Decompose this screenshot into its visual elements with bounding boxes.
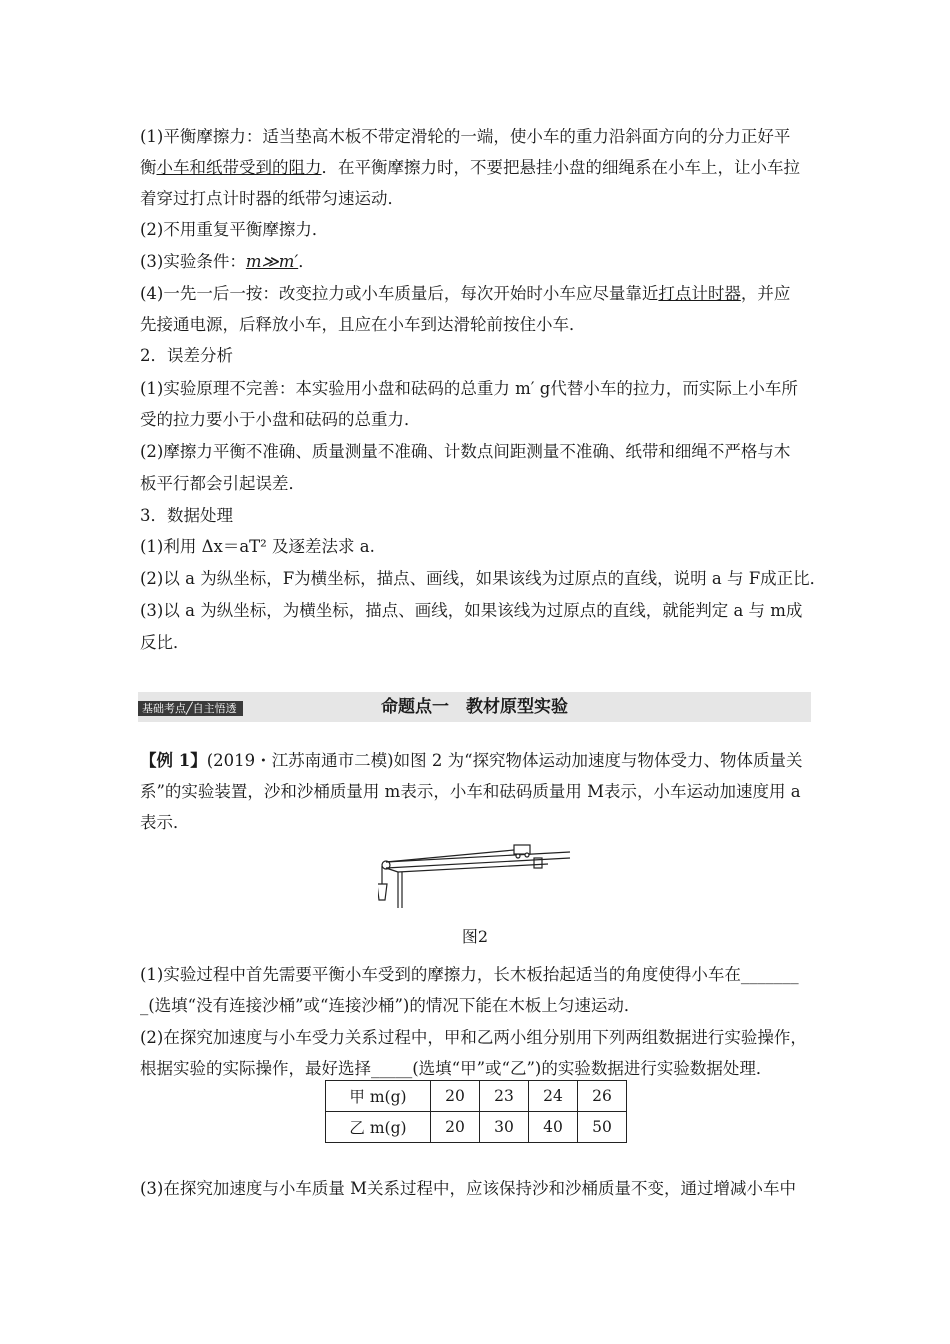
table-row	[326, 1081, 627, 1112]
example-line	[140, 812, 190, 834]
question-line	[140, 995, 640, 1017]
text: (1)实验过程中首先需要平衡小车受到的摩擦力，长木板抬起适当的角度使得小车在_______	[140, 965, 799, 984]
text-line	[140, 219, 328, 241]
text: _(选填“没有连接沙桶”或“连接沙桶”)的情况下能在木板上匀速运动．	[140, 996, 641, 1015]
table-cell: 26	[578, 1081, 627, 1112]
section-title: 命题点一 教材原型实验	[381, 697, 568, 717]
text: (4)一先一后一按：改变拉力或小车质量后，每次开始时小车应尽量靠近	[140, 284, 659, 303]
underlined-answer: 小车和纸带受到的阻力	[156, 158, 322, 177]
text: 板平行都会引起误差．	[140, 474, 305, 493]
data-table	[325, 1080, 627, 1143]
text-line	[140, 188, 404, 210]
text: 表示．	[140, 813, 190, 832]
row-label: 乙 m(g)	[326, 1112, 431, 1143]
question-line	[140, 1027, 807, 1049]
text: 2．误差分析	[140, 346, 233, 365]
heading	[140, 345, 233, 367]
text: (2)在探究加速度与小车受力关系过程中，甲和乙两小组分别用下列两组数据进行实验操作，	[140, 1028, 807, 1047]
heading	[140, 505, 233, 527]
text: (3)在探究加速度与小车质量 M关系过程中，应该保持沙和沙桶质量不变，通过增减小车中	[140, 1179, 797, 1198]
text-line	[140, 378, 798, 400]
figure-caption: 图2	[461, 927, 489, 946]
example-line	[140, 781, 801, 803]
table-cell: 20	[431, 1112, 480, 1143]
text: 衡	[140, 158, 157, 177]
text-line	[140, 441, 790, 463]
text-line	[140, 600, 802, 622]
board	[386, 852, 570, 908]
table-cell: 40	[529, 1112, 578, 1143]
text: (1)实验原理不完善：本实验用小盘和砝码的总重力 m′ g代替小车的拉力，而实际上小车所	[140, 379, 798, 398]
text-line	[140, 283, 790, 305]
table-cell: 24	[529, 1081, 578, 1112]
table-cell: 30	[480, 1112, 529, 1143]
underlined-answer: 打点计时器	[658, 284, 741, 303]
text: 着穿过打点计时器的纸带匀速运动．	[140, 189, 404, 208]
text: (2019・江苏南通市二模)如图 2 为“探究物体运动加速度与物体受力、物体质量关	[206, 751, 803, 770]
text-line	[140, 632, 190, 654]
table-row	[326, 1112, 627, 1143]
text-line	[140, 536, 375, 558]
table-cell: 20	[431, 1081, 480, 1112]
text-line	[140, 409, 421, 431]
text-line	[140, 251, 315, 273]
text-line	[140, 314, 586, 336]
table-cell: 50	[578, 1112, 627, 1143]
text: ．在平衡摩擦力时，不要把悬挂小盘的细绳系在小车上，让小车拉	[321, 158, 800, 177]
question-line	[140, 1178, 796, 1200]
text-line	[140, 473, 305, 495]
text: 系”的实验装置，沙和沙桶质量用 m表示，小车和砝码质量用 M表示，小车运动加速度用 a	[140, 782, 801, 801]
text: ．	[298, 252, 315, 271]
text: ，并应	[740, 284, 791, 303]
text: (2)以 a 为纵坐标，F为横坐标，描点、画线，如果该线为过原点的直线，说明 a 与 F成正比．	[140, 569, 827, 588]
text: (3)实验条件：	[140, 252, 246, 271]
section-header	[138, 692, 811, 722]
text-line	[140, 126, 790, 148]
text: (1)平衡摩擦力：适当垫高木板不带定滑轮的一端，使小车的重力沿斜面方向的分力正好平	[140, 127, 791, 146]
text: (3)以 a 为纵坐标，为横坐标，描点、画线，如果该线为过原点的直线，就能判定 a 与 m成	[140, 601, 803, 620]
text-line	[140, 157, 800, 179]
text: 受的拉力要小于小盘和砝码的总重力．	[140, 410, 421, 429]
text: (2)不用重复平衡摩擦力．	[140, 220, 329, 239]
text: (2)摩擦力平衡不准确、质量测量不准确、计数点间距测量不准确、纸带和细绳不严格与木	[140, 442, 791, 461]
experiment-apparatus-figure	[378, 842, 578, 914]
row-label: 甲 m(g)	[326, 1081, 431, 1112]
text: 先接通电源，后释放小车，且应在小车到达滑轮前按住小车．	[140, 315, 586, 334]
cart	[514, 845, 530, 858]
example-label: 【例 1】	[140, 751, 207, 770]
text-line	[140, 568, 826, 590]
text: (1)利用 Δx＝aT² 及逐差法求 a.	[140, 537, 375, 556]
table-cell: 23	[480, 1081, 529, 1112]
section-tag: 基础考点╱自主悟透	[138, 701, 243, 716]
text: 3．数据处理	[140, 506, 233, 525]
text: 反比．	[140, 633, 190, 652]
question-line	[140, 1058, 772, 1080]
text: 根据实验的实际操作，最好选择_____(选填“甲”或“乙”)的实验数据进行实验数据处理．	[140, 1059, 773, 1078]
underlined-answer: m≫m′	[245, 252, 299, 271]
example-line	[140, 750, 803, 772]
question-line	[140, 964, 799, 986]
